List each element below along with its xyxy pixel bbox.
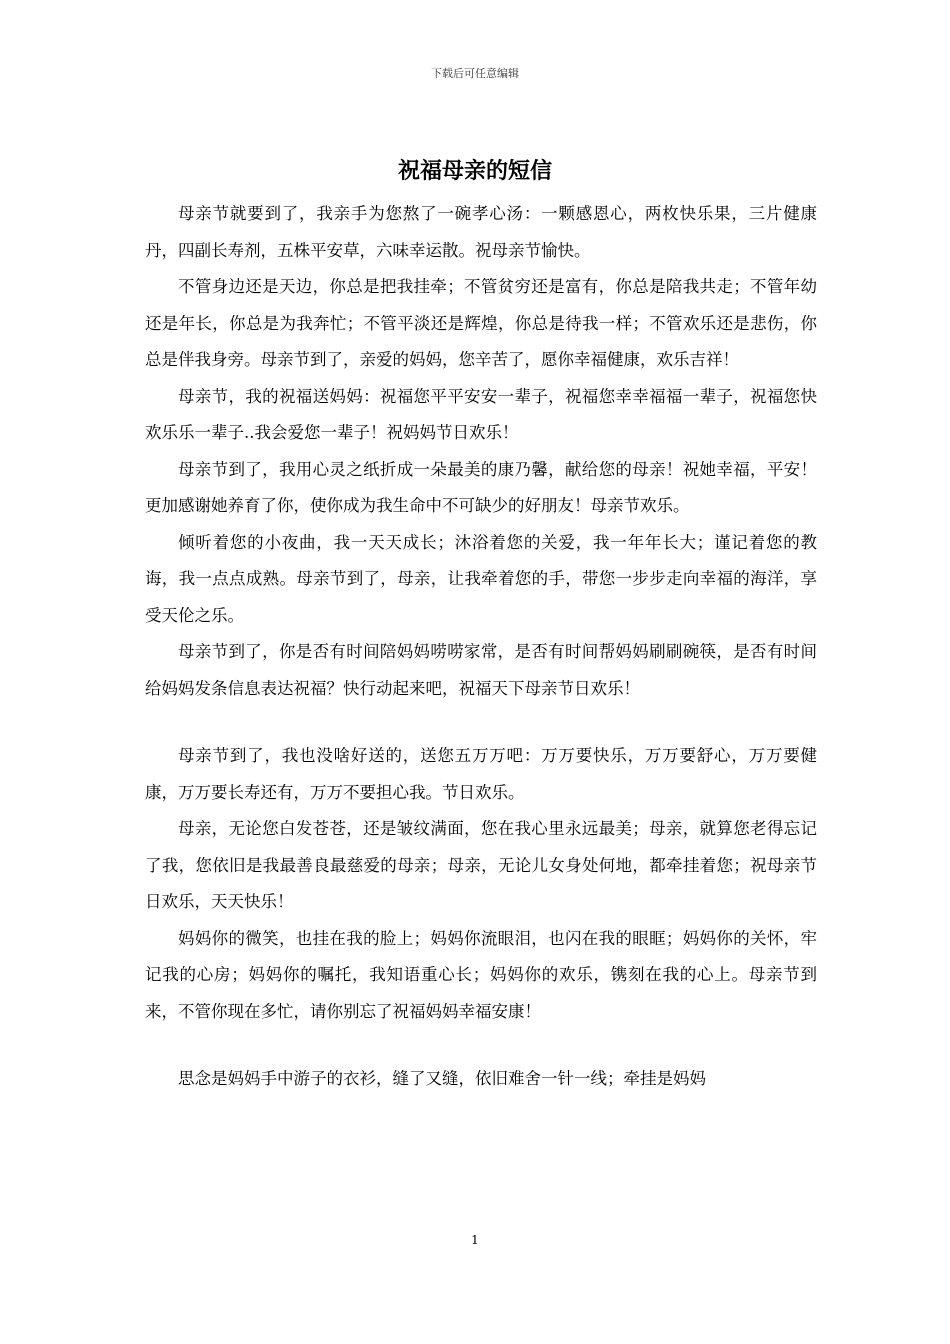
- paragraph: 母亲节，我的祝福送妈妈：祝福您平平安安一辈子，祝福您幸幸福福一辈子，祝福您快欢乐乐一辈子..我会爱您一辈子！祝妈妈节日欢乐！: [145, 386, 817, 442]
- page-number: 1: [471, 1233, 479, 1247]
- paragraph: 母亲，无论您白发苍苍，还是皱纹满面，您在我心里永远最美；母亲，就算您老得忘记了我，您依旧是我最善良最慈爱的母亲；母亲，无论儿女身处何地，都牵挂着您；祝母亲节日欢乐，天天快乐！: [145, 819, 817, 911]
- paragraph: 母亲节到了，我也没啥好送的，送您五万万吧：万万要快乐，万万要舒心，万万要健康，万万要长寿还有，万万不要担心我。节日欢乐。: [145, 746, 817, 802]
- paragraph: 母亲节就要到了，我亲手为您熬了一碗孝心汤：一颗感恩心，两枚快乐果，三片健康丹，四副长寿剂，五株平安草，六味幸运散。祝母亲节愉快。: [145, 204, 817, 260]
- header-note: 下载后可任意编辑: [431, 67, 519, 80]
- paragraph: 思念是妈妈手中游子的衣衫，缝了又缝，依旧难舍一针一线；牵挂是妈妈: [178, 1069, 706, 1088]
- document-body: [145, 196, 817, 1098]
- paragraph: 倾听着您的小夜曲，我一天天成长；沐浴着您的关爱，我一年年长大；谨记着您的教诲，我一点点成熟。母亲节到了，母亲，让我牵着您的手，带您一步步走向幸福的海洋，享受天伦之乐。: [145, 532, 817, 625]
- paragraph: 母亲节到了，我用心灵之纸折成一朵最美的康乃馨，献给您的母亲！祝她幸福，平安！更加感谢她养育了你，使你成为我生命中不可缺少的好朋友！母亲节欢乐。: [145, 459, 817, 515]
- paragraph: 妈妈你的微笑，也挂在我的脸上；妈妈你流眼泪，也闪在我的眼眶；妈妈你的关怀，牢记我的心房；妈妈你的嘱托，我知语重心长；妈妈你的欢乐，镌刻在我的心上。母亲节到来，不管你现在多忙，请你别忘了祝福妈妈幸福安康！: [145, 928, 817, 1021]
- document-title: 祝福母亲的短信: [397, 158, 552, 184]
- paragraph: 不管身边还是天边，你总是把我挂牵；不管贫穷还是富有，你总是陪我共走；不管年幼还是年长，你总是为我奔忙；不管平淡还是辉煌，你总是待我一样；不管欢乐还是悲伤，你总是伴我身旁。母亲节到了，亲爱的妈妈，您辛苦了，愿你幸福健康，欢乐吉祥！: [145, 277, 817, 369]
- paragraph: 母亲节到了，你是否有时间陪妈妈唠唠家常，是否有时间帮妈妈刷刷碗筷，是否有时间给妈妈发条信息表达祝福？快行动起来吧，祝福天下母亲节日欢乐！: [145, 642, 817, 698]
